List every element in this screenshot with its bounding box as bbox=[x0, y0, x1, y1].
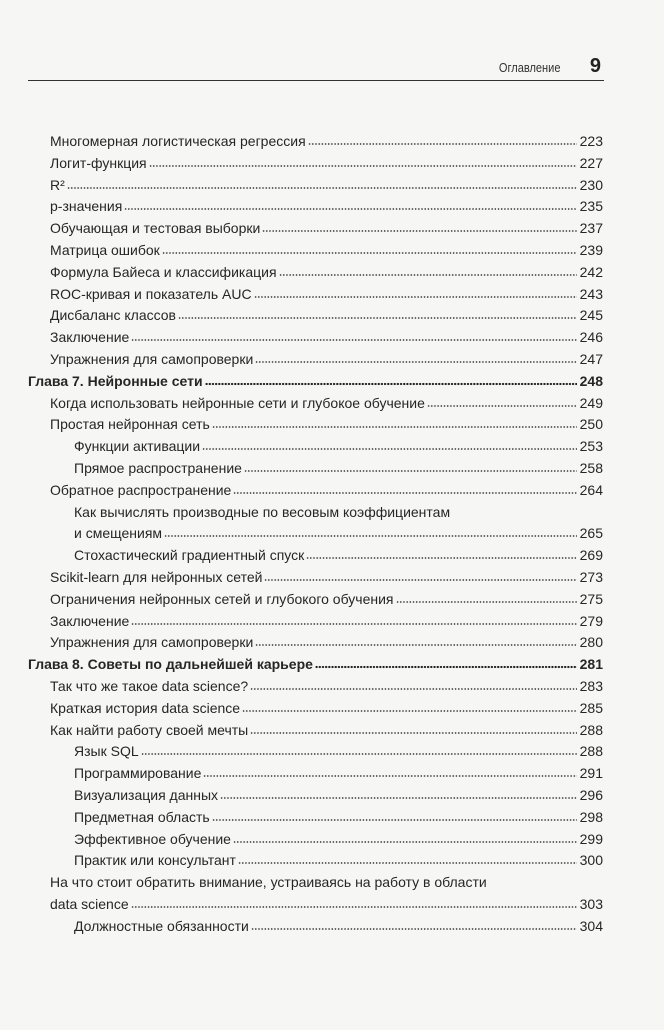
toc-entry[interactable] bbox=[28, 785, 603, 807]
toc-entry-title: Упражнения для самопроверки bbox=[50, 634, 254, 651]
toc-entry[interactable] bbox=[28, 676, 603, 698]
dot-leader bbox=[124, 207, 577, 211]
dot-leader bbox=[244, 469, 577, 473]
dot-leader bbox=[220, 796, 577, 800]
toc-entry[interactable] bbox=[28, 720, 603, 742]
toc-page-number: 281 bbox=[579, 656, 603, 673]
toc-page-number: 303 bbox=[579, 895, 603, 912]
toc-entry[interactable] bbox=[28, 175, 603, 197]
toc-entry-title: Программирование bbox=[74, 765, 202, 782]
toc-entry[interactable] bbox=[28, 349, 603, 371]
toc-entry[interactable] bbox=[28, 240, 603, 262]
toc-entry-title: Логит-функция bbox=[50, 154, 147, 171]
toc-page-number: 230 bbox=[579, 176, 603, 193]
toc-page-number: 291 bbox=[579, 765, 603, 782]
dot-leader bbox=[427, 404, 577, 408]
toc-chapter[interactable] bbox=[28, 654, 603, 676]
toc-entry-line bbox=[28, 872, 603, 894]
toc-page-number: 227 bbox=[579, 154, 603, 171]
toc-page-number: 283 bbox=[579, 677, 603, 694]
toc-entry-title: Упражнения для самопроверки bbox=[50, 350, 254, 367]
toc-page-number: 273 bbox=[579, 568, 603, 585]
dot-leader bbox=[178, 316, 577, 320]
toc-entry-title: Функции активации bbox=[74, 438, 201, 455]
toc-entry[interactable] bbox=[28, 153, 603, 175]
toc-entry[interactable] bbox=[28, 458, 603, 480]
toc-entry-title-cont: и смещениям bbox=[74, 525, 163, 542]
toc-entry-title: Заключение bbox=[50, 612, 130, 629]
toc-entry[interactable] bbox=[28, 196, 603, 218]
toc-entry-title: Обучающая и тестовая выборки bbox=[50, 220, 261, 237]
toc-entry-title: Язык SQL bbox=[74, 743, 139, 760]
dot-leader bbox=[255, 643, 577, 647]
toc-page-number: 242 bbox=[579, 263, 603, 280]
toc-page-number: 249 bbox=[579, 394, 603, 411]
toc-entry-title: Когда использовать нейронные сети и глубокое обучение bbox=[50, 394, 425, 411]
toc-entry[interactable] bbox=[28, 894, 603, 916]
dot-leader bbox=[131, 338, 577, 342]
dot-leader bbox=[262, 229, 577, 233]
toc-page-number: 264 bbox=[579, 481, 603, 498]
toc-page-number: 275 bbox=[579, 590, 603, 607]
toc-entry[interactable] bbox=[28, 327, 603, 349]
toc-entry[interactable] bbox=[28, 218, 603, 240]
toc-entry[interactable] bbox=[28, 567, 603, 589]
toc-entry[interactable] bbox=[28, 545, 603, 567]
dot-leader bbox=[212, 425, 577, 429]
toc-page-number: 246 bbox=[579, 329, 603, 346]
toc-entry-title: Стохастический градиентный спуск bbox=[74, 547, 305, 564]
toc-page-number: 237 bbox=[579, 220, 603, 237]
toc-entry-title: Scikit-learn для нейронных сетей bbox=[50, 568, 263, 585]
dot-leader bbox=[233, 491, 577, 495]
toc-entry[interactable] bbox=[28, 131, 603, 153]
toc-page-number: 258 bbox=[579, 459, 603, 476]
toc-page-number: 298 bbox=[579, 808, 603, 825]
dot-leader bbox=[306, 556, 577, 560]
table-of-contents bbox=[28, 131, 603, 937]
toc-entry-title: Визуализация данных bbox=[74, 786, 219, 803]
toc-entry-title: Как вычислять производные по весовым коэффициентам bbox=[74, 503, 451, 520]
toc-entry[interactable] bbox=[28, 850, 603, 872]
dot-leader bbox=[308, 142, 577, 146]
toc-page-number: 304 bbox=[579, 917, 603, 934]
toc-entry[interactable] bbox=[28, 741, 603, 763]
dot-leader bbox=[67, 186, 577, 190]
toc-entry[interactable] bbox=[28, 393, 603, 415]
dot-leader bbox=[254, 295, 577, 299]
dot-leader bbox=[212, 818, 577, 822]
dot-leader bbox=[315, 665, 577, 669]
toc-entry-line bbox=[28, 502, 603, 524]
dot-leader bbox=[279, 273, 577, 277]
toc-page-number: 223 bbox=[579, 133, 603, 149]
toc-entry[interactable] bbox=[28, 763, 603, 785]
toc-page-number: 250 bbox=[579, 416, 603, 433]
toc-entry[interactable] bbox=[28, 807, 603, 829]
toc-entry-title: p-значения bbox=[50, 198, 123, 215]
toc-entry[interactable] bbox=[28, 916, 603, 938]
toc-entry-title: Ограничения нейронных сетей и глубокого обучения bbox=[50, 590, 394, 607]
toc-chapter[interactable] bbox=[28, 371, 603, 393]
dot-leader bbox=[203, 774, 577, 778]
dot-leader bbox=[162, 251, 577, 255]
toc-page-number: 299 bbox=[579, 830, 603, 847]
toc-entry[interactable] bbox=[28, 589, 603, 611]
toc-page-number: 243 bbox=[579, 285, 603, 302]
toc-entry[interactable] bbox=[28, 305, 603, 327]
toc-entry[interactable] bbox=[28, 262, 603, 284]
toc-page-number: 280 bbox=[579, 634, 603, 651]
toc-entry-title: Глава 7. Нейронные сети bbox=[28, 372, 203, 389]
toc-entry-title: Прямое распространение bbox=[74, 459, 242, 476]
toc-entry-title: R² bbox=[50, 176, 65, 193]
toc-entry-title: Заключение bbox=[50, 329, 130, 346]
toc-page-number: 235 bbox=[579, 198, 603, 215]
toc-page-number: 253 bbox=[579, 438, 603, 455]
toc-entry[interactable] bbox=[28, 284, 603, 306]
toc-entry[interactable] bbox=[28, 829, 603, 851]
toc-page-number: 300 bbox=[579, 852, 603, 869]
dot-leader bbox=[250, 687, 577, 691]
toc-entry-title: Обратное распространение bbox=[50, 481, 232, 498]
dot-leader bbox=[242, 709, 577, 713]
dot-leader bbox=[205, 382, 577, 386]
toc-entry-title: Матрица ошибок bbox=[50, 241, 160, 258]
running-header-title: Оглавление bbox=[498, 60, 560, 75]
toc-page-number: 269 bbox=[579, 547, 603, 564]
toc-entry[interactable] bbox=[28, 436, 603, 458]
dot-leader bbox=[396, 600, 577, 604]
toc-page-number: 239 bbox=[579, 241, 603, 258]
dot-leader bbox=[141, 752, 577, 756]
toc-entry-title: Должностные обязанности bbox=[74, 917, 249, 934]
toc-entry-title: Многомерная логистическая регрессия bbox=[50, 133, 306, 149]
dot-leader bbox=[131, 905, 577, 909]
dot-leader bbox=[264, 578, 577, 582]
toc-page-number: 245 bbox=[579, 307, 603, 324]
toc-page-number: 288 bbox=[579, 743, 603, 760]
page-number: 9 bbox=[589, 55, 601, 77]
toc-entry[interactable] bbox=[28, 632, 603, 654]
toc-entry-title: Формула Байеса и классификация bbox=[50, 263, 277, 280]
toc-entry-title: Дисбаланс классов bbox=[50, 307, 176, 324]
toc-page-number: 265 bbox=[579, 525, 603, 542]
toc-entry[interactable] bbox=[28, 611, 603, 633]
toc-entry-title: Практик или консультант bbox=[74, 852, 236, 869]
dot-leader bbox=[149, 164, 577, 168]
toc-entry-title: Простая нейронная сеть bbox=[50, 416, 210, 433]
dot-leader bbox=[251, 927, 577, 931]
toc-entry-title: На что стоит обратить внимание, устраиваясь на работу в области bbox=[50, 874, 487, 891]
toc-entry-title-cont: data science bbox=[50, 895, 129, 912]
toc-page-number: 296 bbox=[579, 786, 603, 803]
toc-page-number: 279 bbox=[579, 612, 603, 629]
toc-entry-title: Как найти работу своей мечты bbox=[50, 721, 249, 738]
dot-leader bbox=[202, 447, 577, 451]
toc-entry[interactable] bbox=[28, 698, 603, 720]
toc-entry[interactable] bbox=[28, 480, 603, 502]
toc-entry-title: ROC-кривая и показатель AUC bbox=[50, 285, 252, 302]
toc-entry-title: Краткая история data science bbox=[50, 699, 241, 716]
toc-entry[interactable] bbox=[28, 523, 603, 545]
toc-entry-title: Предметная область bbox=[74, 808, 210, 825]
dot-leader bbox=[233, 840, 577, 844]
toc-page-number: 285 bbox=[579, 699, 603, 716]
running-header bbox=[28, 56, 604, 81]
toc-page-number: 288 bbox=[579, 721, 603, 738]
dot-leader bbox=[238, 861, 577, 865]
dot-leader bbox=[255, 360, 577, 364]
toc-entry[interactable] bbox=[28, 414, 603, 436]
dot-leader bbox=[164, 534, 577, 538]
toc-page-number: 248 bbox=[579, 372, 603, 389]
toc-entry-title: Эффективное обучение bbox=[74, 830, 231, 847]
dot-leader bbox=[131, 622, 577, 626]
toc-entry-title: Так что же такое data science? bbox=[50, 677, 249, 694]
dot-leader bbox=[250, 731, 577, 735]
toc-entry-title: Глава 8. Советы по дальнейшей карьере bbox=[28, 656, 313, 673]
toc-page-number: 247 bbox=[579, 350, 603, 367]
